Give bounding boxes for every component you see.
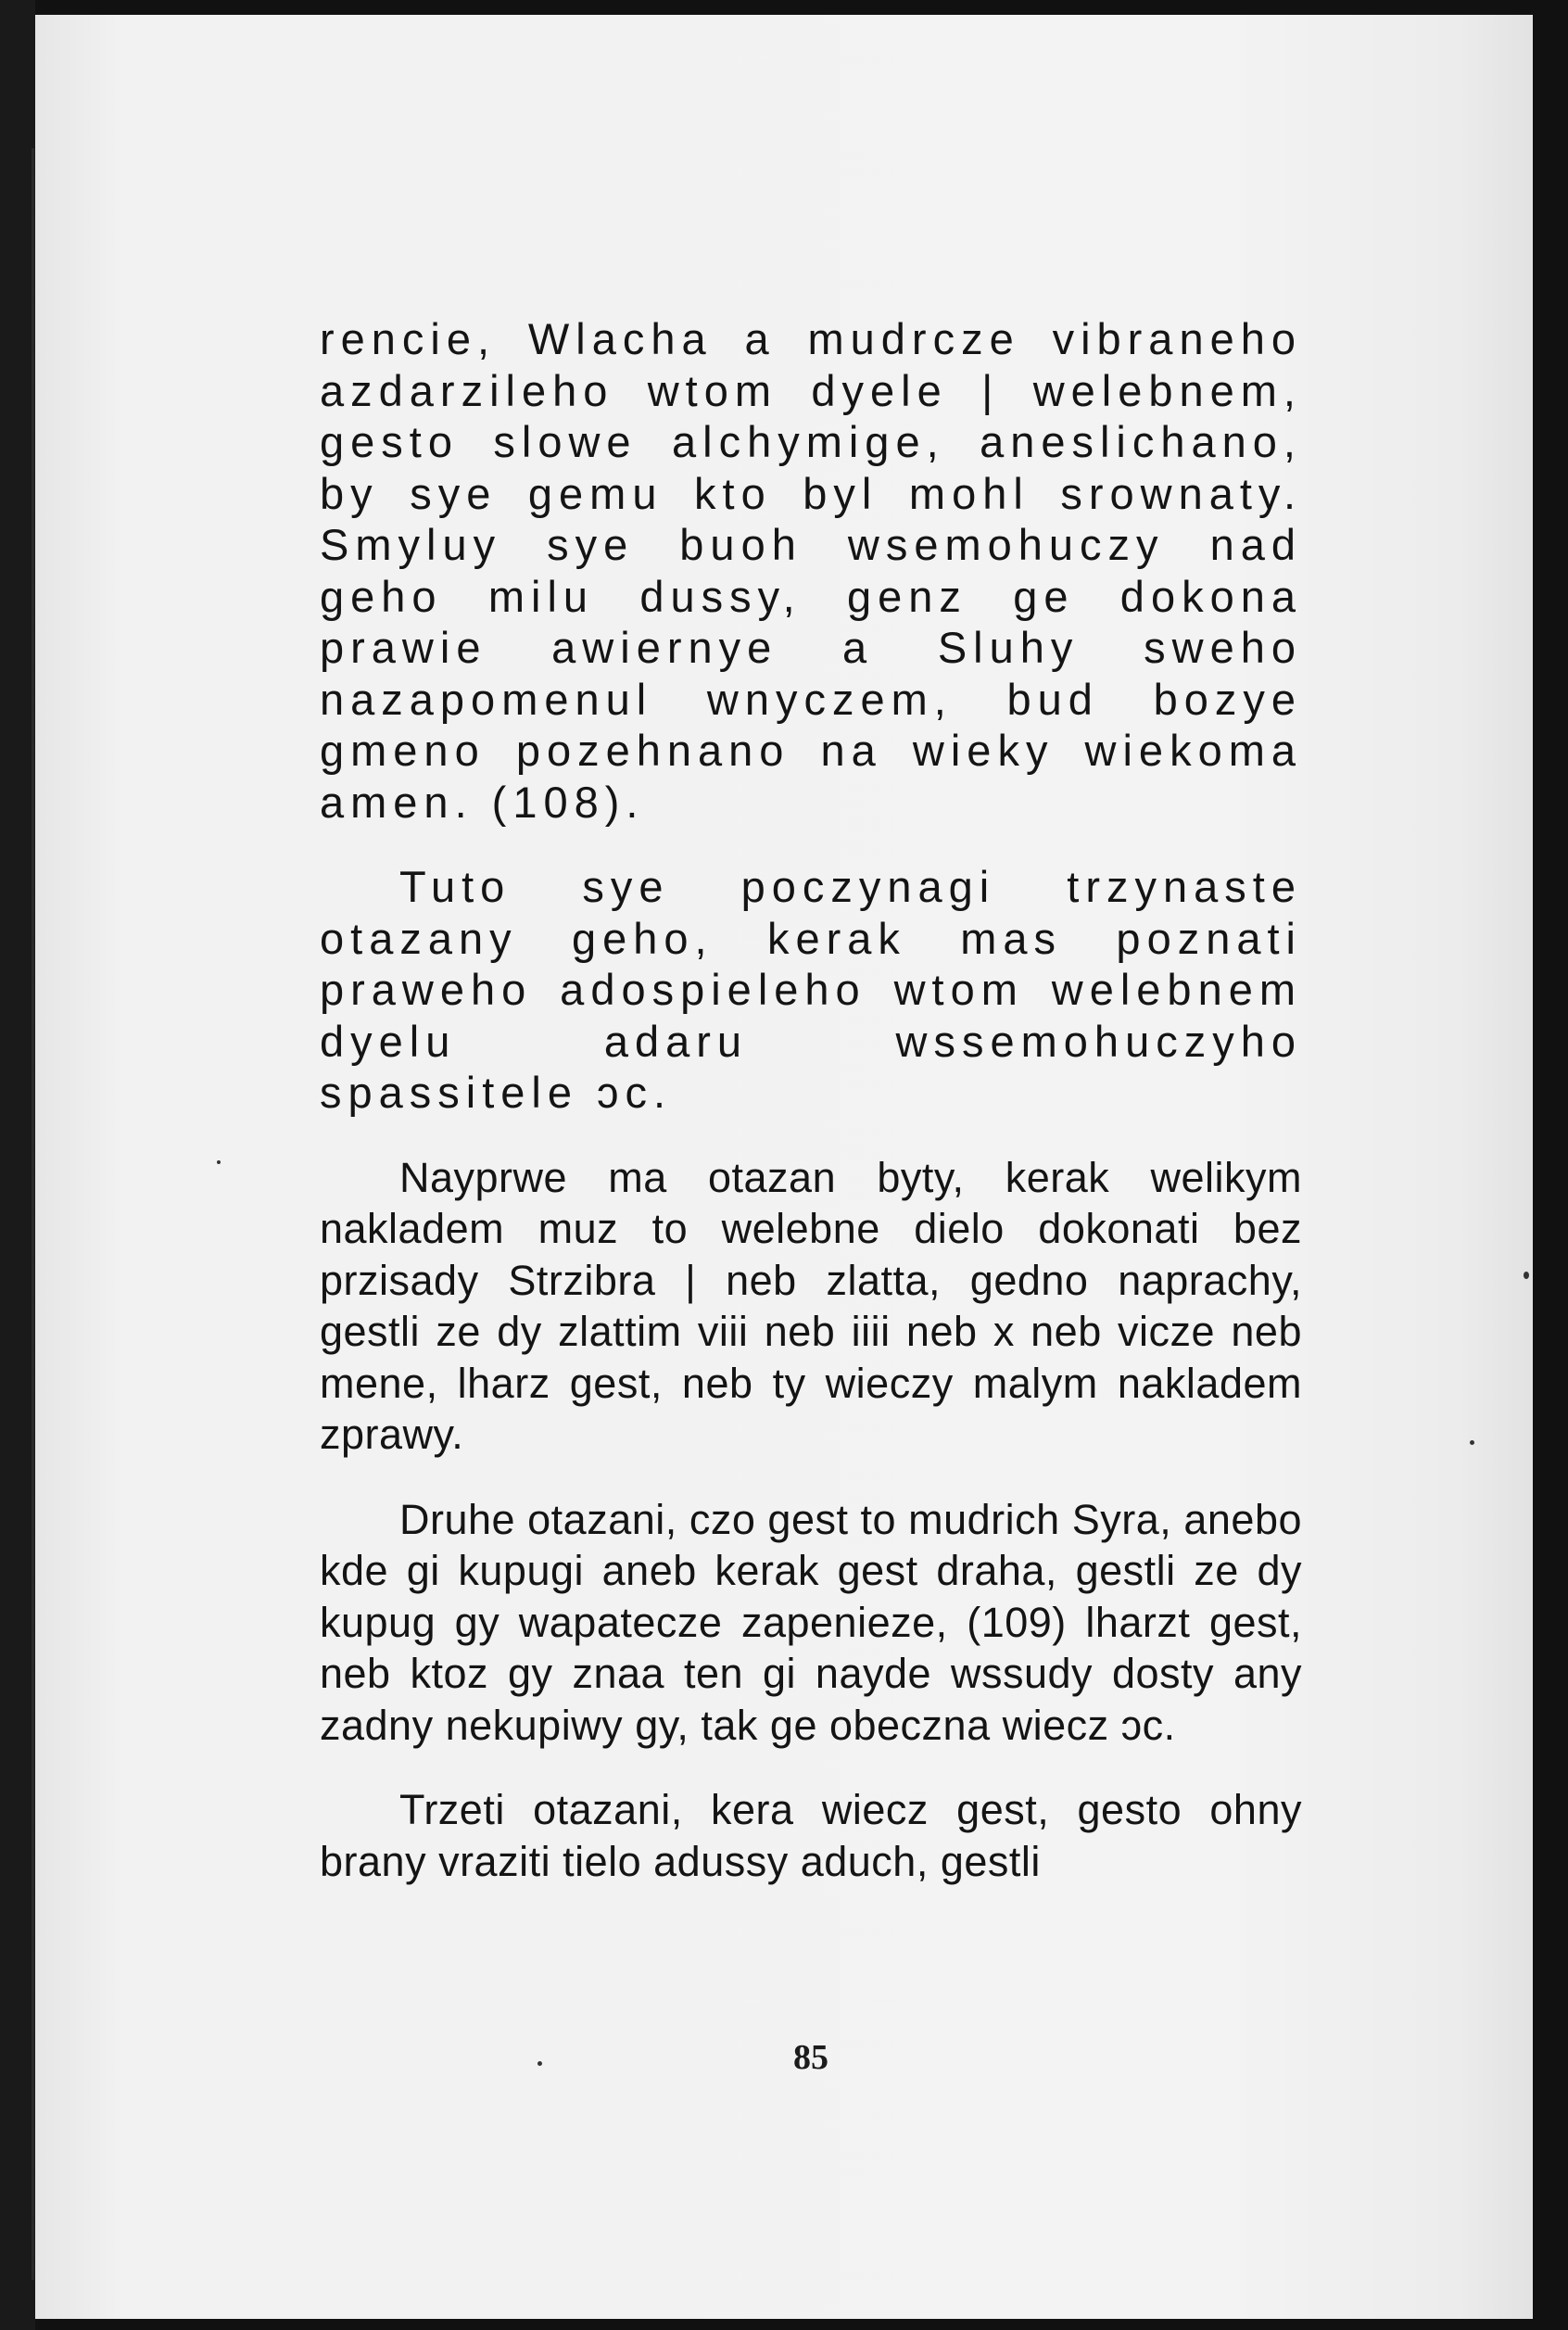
paragraph-third-question: Trzeti otazani, kera wiecz gest, gesto ohny brany vraziti tielo adussy aduch, gestli xyxy=(320,1786,1302,1885)
dust-speck xyxy=(217,1160,221,1164)
scan-dark-border xyxy=(0,0,35,2330)
paragraph-second-question: Druhe otazani, czo gest to mudrich Syra, anebo kde gi kupugi aneb kerak gest draha, gestli ze dy kupug gy wapatecze zapenieze, (109) lharzt gest, neb ktoz gy znaa ten gi nayde wssudy dosty any zadny nekupiwy gy, tak ge obeczna wiecz ɔc. xyxy=(320,1495,1302,1749)
paragraph-first-question: Nayprwe ma otazan byty, kerak welikym nakladem muz to welebne dielo dokonati bez przisady Strzibra | neb zlatta, gedno naprachy, gestli ze dy zlattim viii neb iiii neb x neb vicze neb mene, lharz gest, neb ty wieczy malym nakladem zprawy. xyxy=(320,1153,1302,1458)
paragraph-continuation: rencie, Wlacha a mudrcze vibraneho azdarzileho wtom dyele | welebnem, gesto slowe alchymige, aneslichano, by sye gemu kto byl mohl srownaty. Smyluy sye buoh wsemohuczy nad geho milu dussy, genz ge dokona prawie awiernye a Sluhy sweho nazapomenul wnyczem, bud bozye gmeno pozehnano na wieky wiekoma amen. (108). xyxy=(320,314,1302,827)
page-text xyxy=(320,313,1302,1887)
dust-speck xyxy=(1524,1272,1529,1279)
dust-speck xyxy=(1470,1440,1474,1445)
book-binding-edge xyxy=(32,148,34,2280)
paragraph-section-heading: Tuto sye poczynagi trzynaste otazany geho, kerak mas poznati praweho adospieleho wtom welebnem dyelu adaru wssemohuczyho spassitele ɔc. xyxy=(320,862,1302,1117)
page-number: 85 xyxy=(793,2038,828,2077)
dust-speck xyxy=(537,2061,542,2066)
